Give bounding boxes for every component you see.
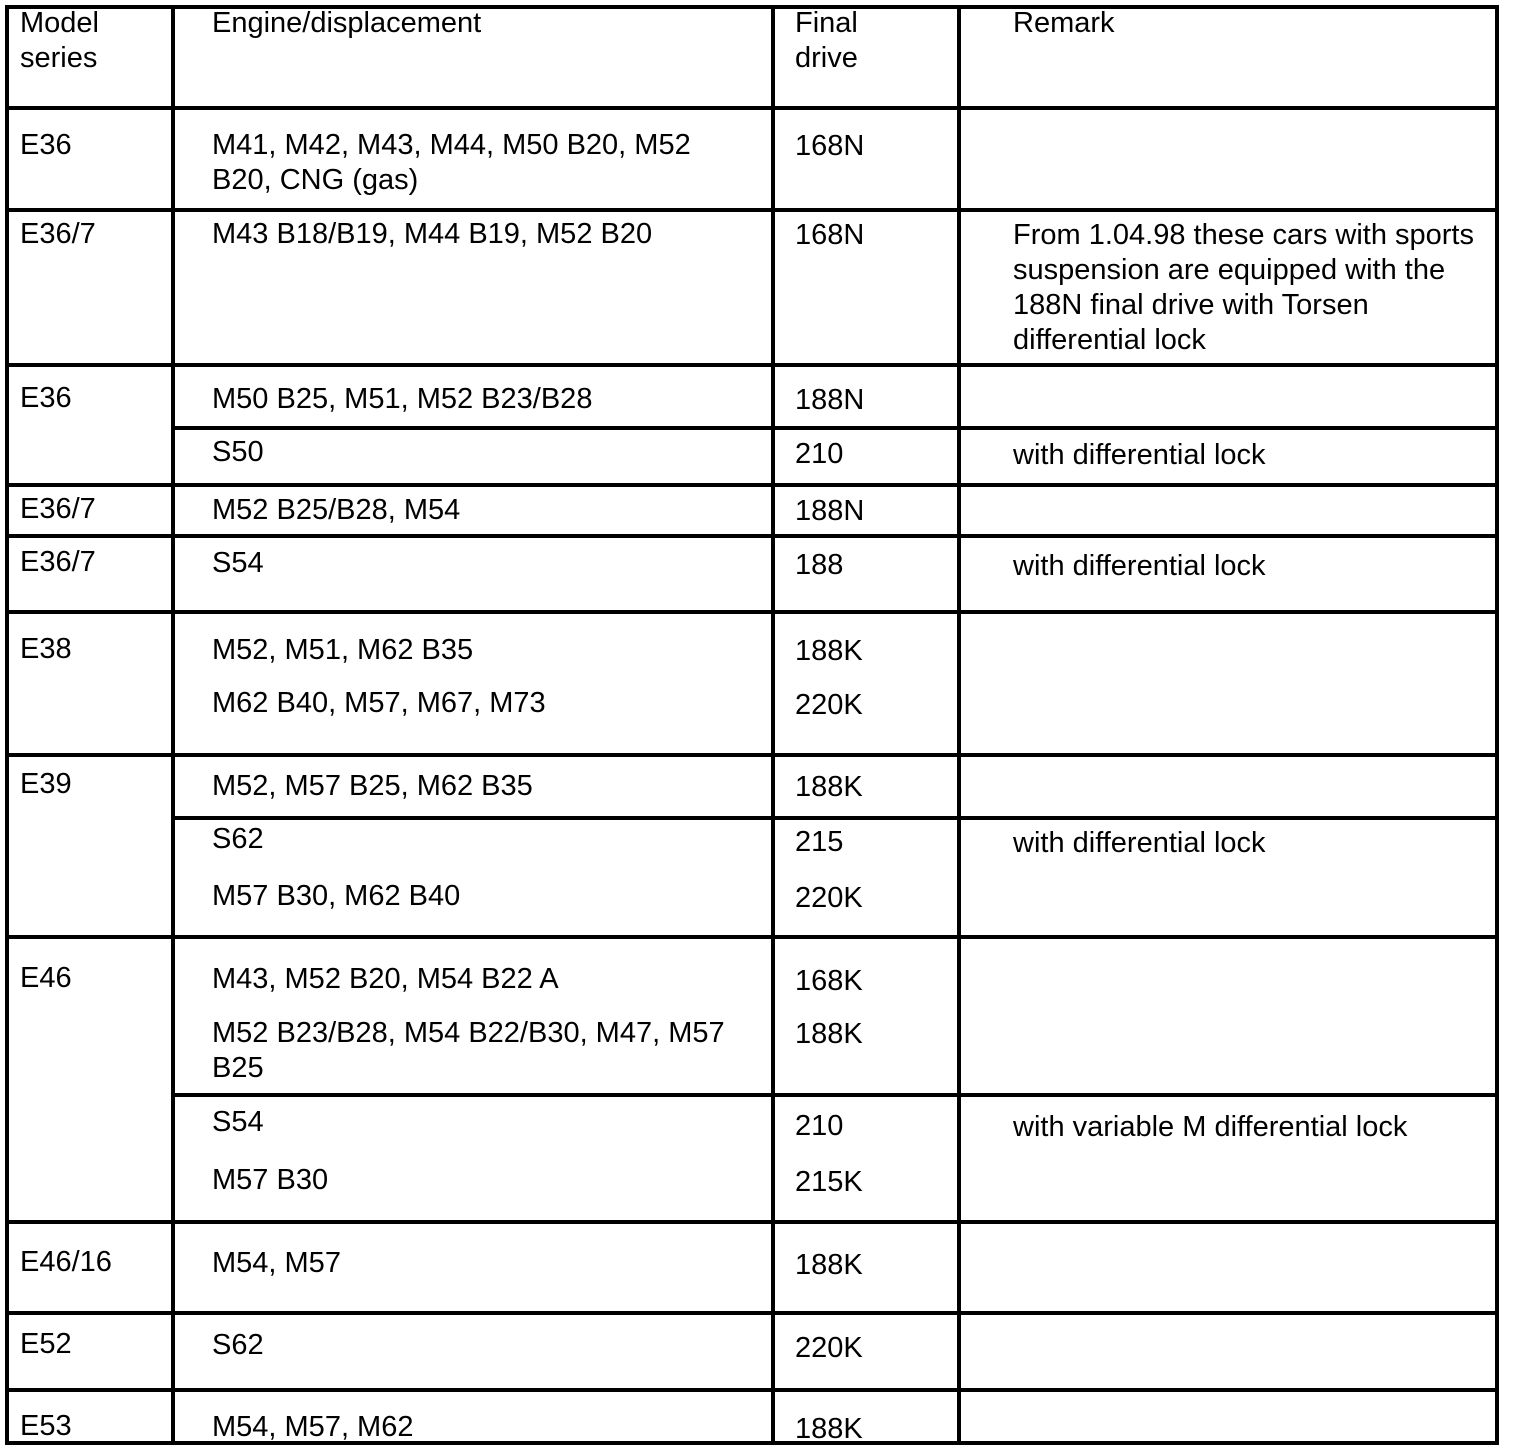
final-drive-cell: 210: [795, 438, 844, 470]
engine-cell: M50 B25, M51, M52 B23/B28: [212, 383, 593, 415]
final-drive-cell: 168N: [795, 130, 865, 162]
model-cell: E36/7: [20, 218, 96, 250]
engine-cell: S50: [212, 436, 264, 468]
table-border-left: [5, 5, 9, 1445]
row-divider: [5, 610, 1499, 614]
column-divider: [957, 5, 961, 1445]
remark-cell: with differential lock: [1013, 827, 1266, 859]
subrow-divider: [171, 426, 1499, 430]
engine-cell: M52 B23/B28, M54 B22/B30, M47, M57 B25: [212, 1017, 725, 1084]
table-border-right: [1495, 5, 1499, 1445]
engine-cell: S62: [212, 1329, 264, 1361]
engine-cell: M41, M42, M43, M44, M50 B20, M52 B20, CNG (gas): [212, 129, 691, 196]
engine-cell: M52, M51, M62 B35: [212, 634, 474, 666]
engine-cell: M57 B30: [212, 1164, 329, 1196]
model-cell: E52: [20, 1328, 72, 1360]
engine-cell: S54: [212, 547, 264, 579]
final-drive-cell: 188K: [795, 771, 863, 803]
model-cell: E46: [20, 962, 72, 994]
final-drive-cell: 215K: [795, 1166, 863, 1198]
engine-cell: M43 B18/B19, M44 B19, M52 B20: [212, 218, 653, 250]
final-drive-cell: 188K: [795, 635, 863, 667]
row-divider: [5, 935, 1499, 939]
model-cell: E36/7: [20, 493, 96, 525]
row-divider: [5, 106, 1499, 110]
engine-cell: M54, M57, M62: [212, 1411, 414, 1443]
final-drive-cell: 188: [795, 549, 844, 581]
model-cell: E39: [20, 768, 72, 800]
model-cell: E36/7: [20, 546, 96, 578]
final-drive-cell: 188N: [795, 495, 865, 527]
final-drive-cell: 188K: [795, 1413, 863, 1445]
row-divider: [5, 363, 1499, 367]
engine-cell: S62: [212, 823, 264, 855]
final-drive-cell: 188K: [795, 1249, 863, 1281]
column-divider: [771, 5, 775, 1445]
final-drive-cell: 168N: [795, 219, 865, 251]
model-cell: E46/16: [20, 1246, 112, 1278]
row-divider: [5, 1220, 1499, 1224]
remark-cell: From 1.04.98 these cars with sports suspension are equipped with the 188N final drive with Torsen differential lock: [1013, 219, 1474, 356]
engine-cell: S54: [212, 1106, 264, 1138]
model-cell: E38: [20, 633, 72, 665]
final-drive-cell: 168K: [795, 965, 863, 997]
final-drive-cell: 220K: [795, 1332, 863, 1364]
remark-cell: with differential lock: [1013, 439, 1266, 471]
header-model-series: Model series: [20, 7, 99, 74]
final-drive-cell: 210: [795, 1110, 844, 1142]
engine-cell: M52, M57 B25, M62 B35: [212, 770, 533, 802]
model-cell: E53: [20, 1410, 72, 1442]
final-drive-cell: 188K: [795, 1018, 863, 1050]
row-divider: [5, 1311, 1499, 1315]
header-remark: Remark: [1013, 7, 1115, 39]
remark-cell: with variable M differential lock: [1013, 1111, 1408, 1143]
final-drive-cell: 220K: [795, 689, 863, 721]
engine-cell: M62 B40, M57, M67, M73: [212, 687, 546, 719]
engine-cell: M57 B30, M62 B40: [212, 880, 461, 912]
column-divider: [171, 5, 175, 1445]
row-divider: [5, 483, 1499, 487]
final-drive-cell: 188N: [795, 384, 865, 416]
header-final-drive: Final drive: [795, 7, 858, 74]
subrow-divider: [171, 1093, 1499, 1097]
final-drive-cell: 220K: [795, 882, 863, 914]
row-divider: [5, 208, 1499, 212]
subrow-divider: [171, 816, 1499, 820]
header-engine: Engine/displacement: [212, 7, 482, 39]
model-cell: E36: [20, 129, 72, 161]
row-divider: [5, 753, 1499, 757]
model-cell: E36: [20, 382, 72, 414]
remark-cell: with differential lock: [1013, 550, 1266, 582]
row-divider: [5, 534, 1499, 538]
row-divider: [5, 1388, 1499, 1392]
engine-cell: M43, M52 B20, M54 B22 A: [212, 963, 559, 995]
final-drive-cell: 215: [795, 826, 844, 858]
engine-cell: M52 B25/B28, M54: [212, 494, 461, 526]
engine-cell: M54, M57: [212, 1247, 341, 1279]
